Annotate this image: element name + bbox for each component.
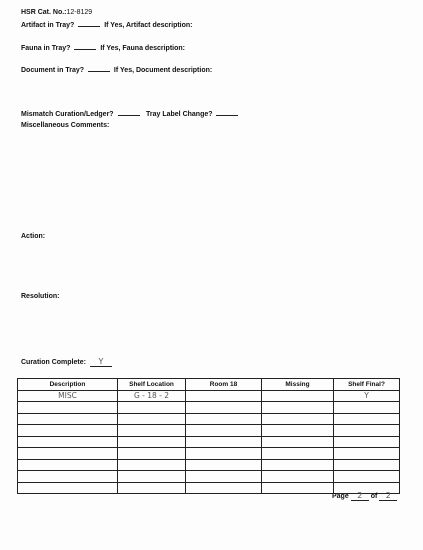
table-cell[interactable] <box>186 436 262 448</box>
table-cell[interactable] <box>262 448 334 460</box>
page-number[interactable]: 2 <box>351 491 369 501</box>
table-cell[interactable] <box>262 390 334 402</box>
table-cell[interactable]: MISC <box>18 390 118 402</box>
column-header-room-18: Room 18 <box>186 379 262 391</box>
table-cell[interactable] <box>186 482 262 494</box>
table-cell[interactable] <box>18 459 118 471</box>
artifact-blank[interactable] <box>78 19 100 27</box>
of-label: of <box>370 493 378 500</box>
document-row <box>21 64 212 75</box>
table-cell[interactable] <box>186 413 262 425</box>
fauna-row <box>21 42 185 53</box>
table-cell[interactable] <box>262 436 334 448</box>
table-cell[interactable] <box>262 402 334 414</box>
table-cell[interactable] <box>186 402 262 414</box>
column-header-shelf-final: Shelf Final? <box>334 379 400 391</box>
table-cell[interactable] <box>186 471 262 483</box>
resolution-label: Resolution: <box>21 293 60 300</box>
column-header-description: Description <box>18 379 118 391</box>
table-cell[interactable] <box>186 448 262 460</box>
document-label: Document in Tray? <box>21 67 85 74</box>
table-cell[interactable] <box>18 402 118 414</box>
table-cell[interactable] <box>118 436 186 448</box>
table-cell[interactable] <box>334 471 400 483</box>
table-cell[interactable] <box>118 448 186 460</box>
mismatch-row <box>21 108 142 119</box>
fauna-label: Fauna in Tray? <box>21 45 71 52</box>
table-cell[interactable] <box>18 471 118 483</box>
mismatch-blank[interactable] <box>118 108 140 116</box>
table-cell[interactable] <box>118 425 186 437</box>
table-cell[interactable] <box>334 402 400 414</box>
document-desc-label: If Yes, Document description: <box>113 67 213 74</box>
table-cell[interactable] <box>18 482 118 494</box>
table-cell[interactable] <box>18 448 118 460</box>
table-cell[interactable] <box>118 413 186 425</box>
catalog-value: 12-8129 <box>66 9 93 16</box>
fauna-desc-label: If Yes, Fauna description: <box>100 45 185 52</box>
table-header-row <box>18 379 400 391</box>
table-cell[interactable]: G - 18 - 2 <box>118 390 186 402</box>
artifact-desc-label: If Yes, Artifact description: <box>104 22 193 29</box>
table-cell[interactable] <box>334 448 400 460</box>
table-cell[interactable] <box>118 482 186 494</box>
table-row <box>18 390 400 402</box>
document-blank[interactable] <box>88 64 110 72</box>
tray-label-change-row <box>146 108 240 119</box>
table-row <box>18 471 400 483</box>
tray-label-change-label: Tray Label Change? <box>146 111 213 118</box>
action-label: Action: <box>21 233 46 240</box>
table-row <box>18 448 400 460</box>
table-cell[interactable] <box>262 413 334 425</box>
page-label: Page <box>332 493 349 500</box>
table-cell[interactable] <box>334 459 400 471</box>
curation-complete-label: Curation Complete: <box>21 359 86 366</box>
table-cell[interactable] <box>118 471 186 483</box>
table-cell[interactable] <box>262 425 334 437</box>
table-row <box>18 413 400 425</box>
table-cell[interactable] <box>186 459 262 471</box>
table-row <box>18 402 400 414</box>
table-cell[interactable] <box>18 425 118 437</box>
table-cell[interactable] <box>18 436 118 448</box>
artifact-row <box>21 19 193 30</box>
shelf-log-table <box>17 378 400 494</box>
tray-label-change-blank[interactable] <box>216 108 238 116</box>
table-row <box>18 425 400 437</box>
table-cell[interactable] <box>262 471 334 483</box>
table-cell[interactable] <box>334 425 400 437</box>
table-cell[interactable] <box>186 390 262 402</box>
table-row <box>18 459 400 471</box>
catalog-number <box>21 8 92 17</box>
table-cell[interactable] <box>118 459 186 471</box>
artifact-label: Artifact in Tray? <box>21 22 75 29</box>
curation-complete-row <box>21 357 114 367</box>
table-cell[interactable] <box>118 402 186 414</box>
page-footer <box>332 491 399 501</box>
fauna-blank[interactable] <box>74 42 96 50</box>
misc-comments-label: Miscellaneous Comments: <box>21 122 110 129</box>
page-total[interactable]: 2 <box>379 491 397 501</box>
table-cell[interactable] <box>262 482 334 494</box>
table-cell[interactable] <box>334 413 400 425</box>
curation-complete-value[interactable]: Y <box>90 357 112 367</box>
table-cell[interactable] <box>18 413 118 425</box>
column-header-missing: Missing <box>262 379 334 391</box>
table-row <box>18 436 400 448</box>
table-cell[interactable] <box>262 459 334 471</box>
table-cell[interactable]: Y <box>334 390 400 402</box>
catalog-label: HSR Cat. No.: <box>21 9 67 16</box>
table-cell[interactable] <box>334 436 400 448</box>
column-header-shelf-location: Shelf Location <box>118 379 186 391</box>
mismatch-label: Mismatch Curation/Ledger? <box>21 111 114 118</box>
table-cell[interactable] <box>186 425 262 437</box>
